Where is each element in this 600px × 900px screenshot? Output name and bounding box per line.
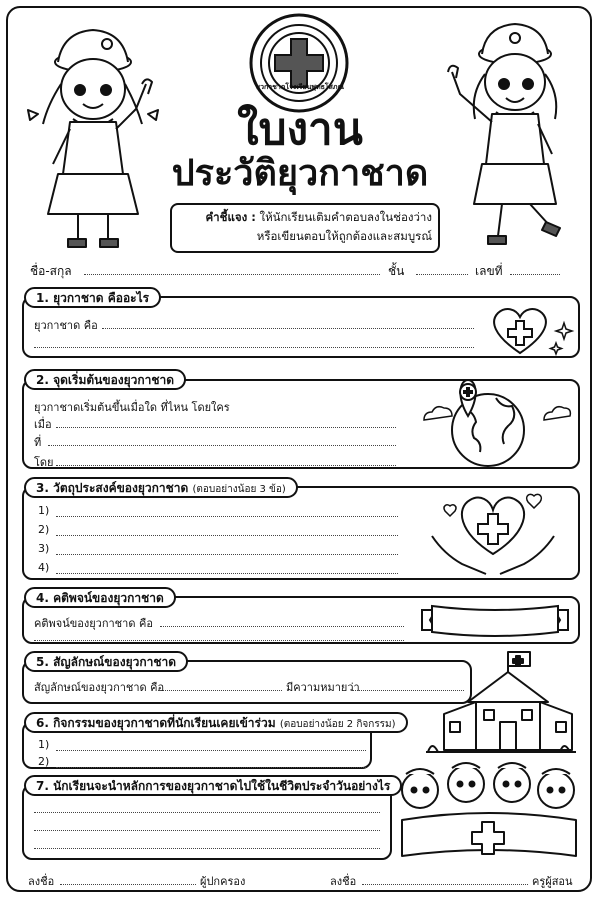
section-5-prompt-meaning: มีความหมายว่า bbox=[286, 681, 360, 694]
section-3-answer-2[interactable] bbox=[56, 535, 398, 536]
section-5-prompt: สัญลักษณ์ของยุวกาชาด คือ bbox=[34, 681, 165, 694]
scout-kids-banner-illustration bbox=[396, 760, 582, 864]
instruction-label: คำชี้แจง : bbox=[205, 210, 256, 224]
section-2-field-when-label: เมื่อ bbox=[34, 418, 52, 431]
logo-text: ยุวกาชาดโรงเรียนพุทธโสภณ bbox=[255, 83, 345, 91]
section-5-answer-symbol[interactable] bbox=[158, 690, 282, 691]
section-2-field-by[interactable] bbox=[56, 465, 396, 466]
section-3-item-4: 4) bbox=[38, 561, 50, 574]
section-3-item-3: 3) bbox=[38, 542, 50, 555]
section-3-item-1: 1) bbox=[38, 504, 50, 517]
section-1-prompt: ยุวกาชาด คือ bbox=[34, 319, 98, 332]
ribbon-banner-icon bbox=[420, 602, 570, 640]
class-field[interactable] bbox=[416, 274, 468, 275]
section-4-answer-line-2[interactable] bbox=[34, 640, 404, 641]
section-7-header: 7. นักเรียนจะนำหลักการของยุวกาชาดไปใช้ในชีวิตประจำวันอย่างไร bbox=[24, 775, 402, 796]
number-label: เลขที่ bbox=[475, 264, 503, 278]
heart-cross-icon bbox=[488, 303, 578, 357]
section-6-title: 6. กิจกรรมของยุวกาชาดที่นักเรียนเคยเข้าร่วม bbox=[36, 716, 276, 730]
section-1-answer-line-1[interactable] bbox=[102, 328, 474, 329]
section-3-note: (ตอบอย่างน้อย 3 ข้อ) bbox=[192, 484, 286, 495]
parent-sign-label: ลงชื่อ bbox=[28, 875, 55, 888]
teacher-role-label: ครูผู้สอน bbox=[532, 875, 573, 888]
section-2-prompt: ยุวกาชาดเริ่มต้นขึ้นเมื่อใด ที่ไหน โดยใคร bbox=[34, 401, 230, 414]
hands-heart-icon bbox=[428, 486, 558, 580]
section-2-field-where[interactable] bbox=[48, 445, 396, 446]
globe-location-icon bbox=[416, 378, 576, 468]
section-6-item-1: 1) bbox=[38, 738, 50, 751]
parent-signature-field[interactable] bbox=[60, 884, 196, 885]
section-1-header: 1. ยุวกาชาด คืออะไร bbox=[24, 287, 161, 308]
section-6-header bbox=[24, 712, 408, 733]
section-2-header: 2. จุดเริ่มต้นของยุวกาชาด bbox=[24, 369, 186, 390]
logo-seal bbox=[249, 13, 349, 113]
section-3-item-2: 2) bbox=[38, 523, 50, 536]
name-field[interactable] bbox=[84, 274, 380, 275]
section-4-header: 4. คติพจน์ของยุวกาชาด bbox=[24, 587, 176, 608]
section-3-answer-3[interactable] bbox=[56, 554, 398, 555]
section-7-answer-line-1[interactable] bbox=[34, 812, 380, 813]
section-1-answer-line-2[interactable] bbox=[34, 347, 474, 348]
name-label: ชื่อ-สกุล bbox=[30, 264, 72, 278]
worksheet-subtitle: ประวัติยุวกาชาด bbox=[171, 153, 429, 194]
instruction-line2: หรือเขียนตอบให้ถูกต้องและสมบูรณ์ bbox=[256, 229, 432, 243]
worksheet-title: ใบงาน bbox=[237, 104, 363, 155]
instruction-line1: ให้นักเรียนเติมคำตอบลงในช่องว่าง bbox=[259, 210, 432, 224]
number-field[interactable] bbox=[510, 274, 560, 275]
section-5-header: 5. สัญลักษณ์ของยุวกาชาด bbox=[24, 651, 188, 672]
section-4-prompt: คติพจน์ของยุวกาชาด คือ bbox=[34, 617, 153, 630]
instruction-box bbox=[170, 203, 440, 253]
section-6-answer-2[interactable] bbox=[56, 767, 366, 768]
teacher-sign-label: ลงชื่อ bbox=[330, 875, 357, 888]
section-3-title: 3. วัตถุประสงค์ของยุวกาชาด bbox=[36, 481, 189, 495]
section-4-answer-line-1[interactable] bbox=[160, 626, 404, 627]
class-label: ชั้น bbox=[388, 264, 405, 278]
section-7-answer-line-2[interactable] bbox=[34, 830, 380, 831]
section-2-field-by-label: โดย bbox=[34, 456, 54, 469]
section-6-note: (ตอบอย่างน้อย 2 กิจกรรม) bbox=[279, 719, 396, 730]
section-3-header bbox=[24, 477, 298, 498]
section-6-item-2: 2) bbox=[38, 755, 50, 768]
school-building-illustration bbox=[420, 648, 580, 758]
teacher-signature-field[interactable] bbox=[362, 884, 528, 885]
section-2-field-when[interactable] bbox=[56, 427, 396, 428]
section-2-field-where-label: ที่ bbox=[34, 436, 42, 449]
parent-role-label: ผู้ปกครอง bbox=[200, 875, 246, 888]
section-6-answer-1[interactable] bbox=[56, 750, 366, 751]
section-3-answer-1[interactable] bbox=[56, 516, 398, 517]
section-7-answer-line-3[interactable] bbox=[34, 848, 380, 849]
section-3-answer-4[interactable] bbox=[56, 573, 398, 574]
